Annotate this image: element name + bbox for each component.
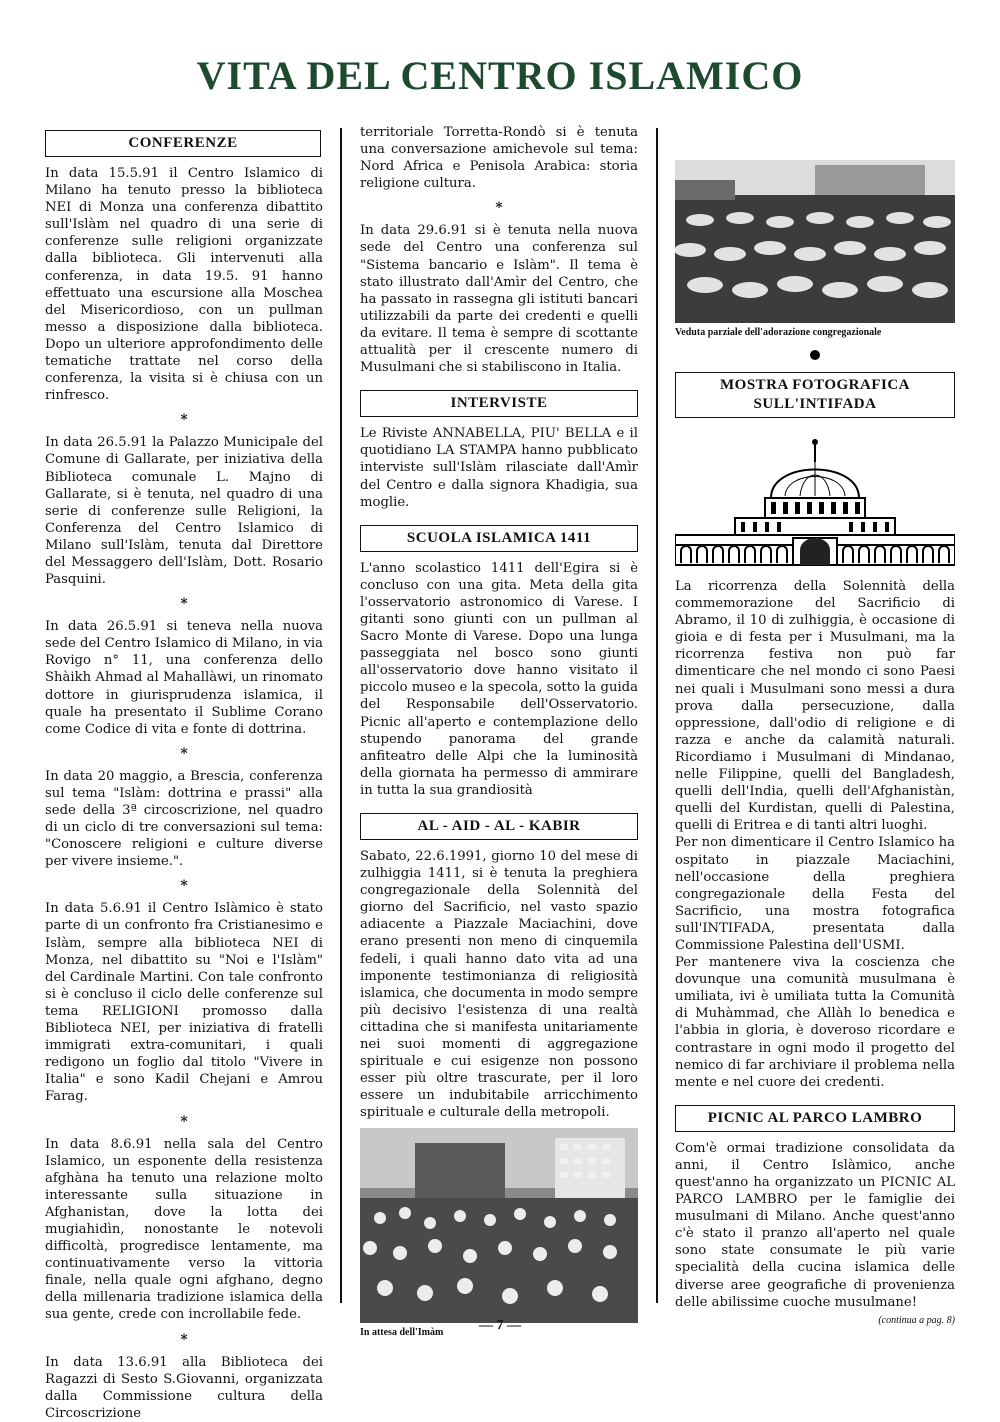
separator-star: * — [180, 1331, 188, 1348]
section-heading-conferenze: CONFERENZE — [45, 130, 321, 157]
photo-caption: Veduta parziale dell'adorazione congregazionale — [675, 327, 882, 338]
article-paragraph: In data 5.6.91 il Centro Islàmico è stato parte di un confronto fra Cristianesimo e Islàm, sempre alla biblioteca NEI di Monza, nel dibattito su "Noi e l'Islàm" del Cardinale Martini. Con tale confronto si è concluso il ciclo delle conferenze sul tema RELIGIONI promosso dalla Biblioteca NEI, per iniziativa di fratelli immigrati extra-comunitari, i quali redigono un foglio dal titolo "Vivere in Italia" e sono Kadil Chejani e Amrou Farag. — [45, 901, 323, 1105]
section-heading-mostra — [675, 372, 955, 418]
separator-star: * — [180, 878, 188, 895]
separator-star: * — [180, 412, 188, 429]
article-paragraph: In data 29.6.91 si è tenuta nella nuova sede del Centro una conferenza sul "Sistema bancario e Islàm". Il tema è stato illustrato dall'Amìr del Centro, che ha passato in rassegna gli istituti bancari utilizzabili da parte dei credenti e quelli da evitare. Il tema è sempre di scottante attualità per il crescente numero di Musulmani che si stabiliscono in Italia. — [360, 223, 638, 376]
article-paragraph: In data 13.6.91 alla Biblioteca dei Ragazzi di Sesto S.Giovanni, organizzata dalla Commissione cultura della Circoscrizione — [45, 1354, 323, 1421]
prayer-photo-image — [675, 160, 955, 323]
article-paragraph: Com'è ormai tradizione consolidata da anni, il Centro Islàmico, anche quest'anno ha organizzato un PICNIC AL PARCO LAMBRO per le famiglie dei musulmani di Milano. Anche quest'anno c'è stato il pranzo all'aperto nel quale sono state consumate le più varie specialità della cucina islamica delle diverse aree geografiche di provenienza delle abilissime cuoche musulmane! — [675, 1140, 955, 1310]
article-paragraph: In data 26.5.91 si teneva nella nuova sede del Centro Islamico di Milano, in via Rovigo n° 11, una conferenza dello Shàikh Ahmad al Mahallàwi, un rinomato dottore in giurisprudenza islamica, il quale ha presentato il Sublime Corano come Codice di vita e fonte di dottrina. — [45, 619, 323, 737]
article-paragraph: Per non dimenticare il Centro Islamico ha ospitato in piazzale Maciachini, nell'occasione della preghiera congregazionale della Festa del Sacrificio, una mostra fotografica sull'INTIFADA, presentata dalla Commissione Palestina dell'USMI. — [675, 835, 955, 953]
column-left — [45, 130, 323, 1422]
section-heading-scuola: SCUOLA ISLAMICA 1411 — [360, 525, 638, 552]
section-heading-kabir: AL - AID - AL - KABIR — [360, 813, 638, 840]
article-paragraph: territoriale Torretta-Rondò si è tenuta una conversazione amichevole sul tema: Nord Africa e Penisola Arabica: storia religione cultura. — [360, 125, 638, 192]
column-right — [675, 160, 955, 1326]
crowd-photo-image — [360, 1128, 638, 1323]
section-heading-interviste: INTERVISTE — [360, 390, 638, 417]
page-title: VITA DEL CENTRO ISLAMICO — [196, 53, 804, 98]
separator-star: * — [180, 1113, 188, 1130]
separator-bullet — [810, 350, 820, 360]
separator-star: * — [495, 200, 503, 217]
article-paragraph: L'anno scolastico 1411 dell'Egira si è concluso con una gita. Meta della gita l'osservatorio astronomico di Varese. I gitanti sono giunti con un pullman al Sacro Monte di Varese. Dopo una lunga passeggiata nel bosco sono giunti all'osservatorio dove hanno visitato il piccolo museo e la specola, sotto la guida del Responsabile dell'Osservatorio. Picnic all'aperto e contemplazione dello stupendo panorama del grande anfiteatro delle Alpi che la luminosità della giornata ha permesso di ammirare in tutta la sua grandiosità — [360, 560, 638, 798]
section-heading-picnic: PICNIC AL PARCO LAMBRO — [675, 1105, 955, 1132]
article-paragraph: Per mantenere viva la coscienza che dovunque una comunità musulmana è umiliata, ivi è umiliata tutta la Comunità di Muhàmmad, che Allàh lo benedica e l'abbia in gloria, è doveroso ricordare e contrastare in ogni modo il progetto del nemico di far archiviare il problema nella mente e nel cuore dei credenti. — [675, 955, 955, 1090]
article-paragraph: In data 26.5.91 la Palazzo Municipale del Comune di Gallarate, per iniziativa della Biblioteca comunale L. Majno di Gallarate, si è tenuta, nel quadro di una serie di conferenze sulle Religioni, la Conferenza del Centro Islamico di Milano sull'Islàm, tenuta dal Direttore del Messaggero dell'Islàm, Dott. Rosario Pasquini. — [45, 435, 323, 588]
section-heading-line: MOSTRA FOTOGRAFICA — [720, 377, 910, 393]
page-number: — 7 — — [479, 1318, 521, 1333]
article-paragraph: In data 20 maggio, a Brescia, conferenza sul tema "Islàm: dottrina e prassi" alla sede della 3ª circoscrizione, nel quadro di un ciclo di tre conversazioni sul tema: "Conoscere religioni e culture diverse per vivere insieme.". — [45, 768, 323, 870]
separator-star: * — [180, 596, 188, 613]
section-heading-line: SULL'INTIFADA — [753, 396, 877, 412]
prayer-photo — [675, 160, 955, 323]
article-paragraph: Le Riviste ANNABELLA, PIU' BELLA e il quotidiano LA STAMPA hanno pubblicato interviste sull'Islàm rilasciate dall'Amìr del Centro e dalla signora Khadigia, sua moglie. — [360, 426, 638, 510]
article-paragraph: Sabato, 22.6.1991, giorno 10 del mese di zulhiggia 1411, si è tenuta la preghiera congregazionale della Solennità del giorno del Sacrificio, nel vasto spazio adiacente a Piazzale Maciachini, dove erano presenti non meno di cinquemila fedeli, i quali hanno dato vita ad una imponente testimonianza di religiosità islamica, che documenta in modo sempre più decisivo l'esistenza di una realtà cittadina che si manifesta unitariamente nei suoi momenti di aggregazione spirituale e cui esigenze non possono esser più oltre trascurate, per il loro essere un indubitabile arricchimento spirituale e culturale della metropoli. — [360, 849, 638, 1121]
column-divider — [340, 128, 342, 1303]
photo-caption: In attesa dell'Imàm — [360, 1326, 444, 1338]
article-paragraph: In data 8.6.91 nella sala del Centro Islamico, un esponente della resistenza afghàna ha tenuto una relazione molto interessante sulla situazione in Afghanistan, dove la lotta dei mugiahidìn, nonostante le notevoli difficoltà, progredisce lentamente, ma continuativamente verso la vittoria finale, nella quale ogni afghano, degno della millenaria tradizione islamica della sua gente, crede con incrollabile fede. — [45, 1136, 323, 1323]
crowd-photo — [360, 1128, 638, 1323]
continued-note: (continua a pag. 8) — [878, 1314, 955, 1326]
article-paragraph: La ricorrenza della Solennità della commemorazione del Sacrificio di Abramo, il 10 di zulhiggia, è occasione di gioia e di festa per i Musulmani, ma la ricorrenza festiva non può far dimenticare che nel mondo ci sono Paesi nei quali i Musulmani sono messi a dura prova dalla persecuzione, dalla oppressione, dall'odio di religione e di razza e anche da calamità naturali. Ricordiamo i Musulmani di Mindanao, nelle Filippine, quelli del Bangladesh, quelli dell'India, quelli dell'Afghanistàn, quelli del Kurdistan, quelli di Palestina, quelli di Eritrea e di tanti altri luoghi. — [675, 579, 955, 834]
dome-of-the-rock-drawing — [675, 430, 955, 570]
column-divider — [656, 128, 658, 1303]
article-paragraph: In data 15.5.91 il Centro Islamico di Milano ha tenuto presso la biblioteca NEI di Monza una conferenza dibattito sull'Islàm nel quadro di una serie di conferenze sulle religioni organizzate dalla biblioteca. Gli intervenuti alla conferenza, in data 19.5. 91 hanno effettuato una escursione alla Moschea del Misericordioso, con un pullman messo a disposizione dalla biblioteca. Dopo un ulteriore approfondimento delle tematiche trattate nel corso della conferenza, la visita si è chiusa con un rinfresco. — [45, 166, 323, 404]
column-middle — [360, 124, 638, 1338]
separator-star: * — [180, 745, 188, 762]
